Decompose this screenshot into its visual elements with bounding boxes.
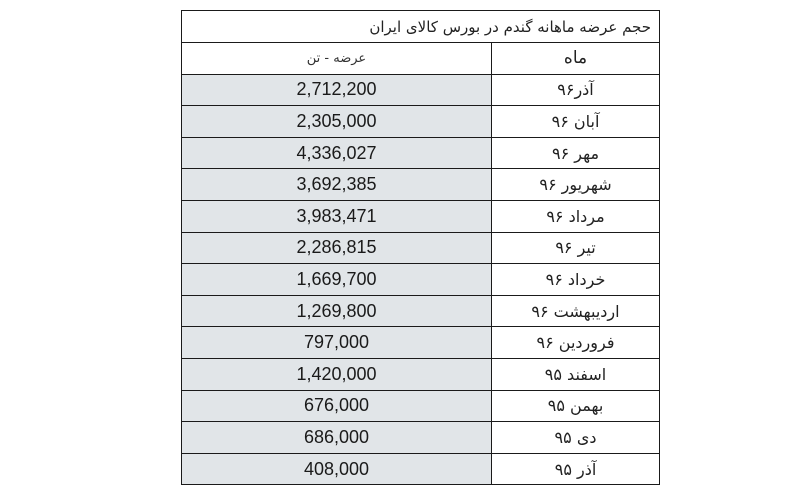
- table-row: [182, 390, 660, 422]
- supply-value: 3,692,385: [182, 169, 492, 201]
- table-row: [182, 453, 660, 485]
- table-title-row: [182, 11, 660, 43]
- supply-value: 676,000: [182, 390, 492, 422]
- table-row: [182, 327, 660, 359]
- table-row: [182, 106, 660, 138]
- supply-value: 1,269,800: [182, 295, 492, 327]
- month-label: دی ۹۵: [492, 422, 660, 454]
- month-label: خرداد ۹۶: [492, 264, 660, 296]
- supply-value: 408,000: [182, 453, 492, 485]
- supply-value: 4,336,027: [182, 137, 492, 169]
- table-row: [182, 358, 660, 390]
- supply-value: 2,712,200: [182, 74, 492, 106]
- supply-value: 3,983,471: [182, 200, 492, 232]
- table-row: [182, 137, 660, 169]
- header-month: ماه: [492, 43, 660, 75]
- month-label: آبان ۹۶: [492, 106, 660, 138]
- month-label: آذر۹۶: [492, 74, 660, 106]
- supply-value: 686,000: [182, 422, 492, 454]
- month-label: اردیبهشت ۹۶: [492, 295, 660, 327]
- month-label: اسفند ۹۵: [492, 358, 660, 390]
- wheat-supply-table: [181, 10, 660, 485]
- month-label: فروردین ۹۶: [492, 327, 660, 359]
- supply-value: 2,286,815: [182, 232, 492, 264]
- month-label: مهر ۹۶: [492, 137, 660, 169]
- table-row: [182, 232, 660, 264]
- table-header-row: [182, 43, 660, 75]
- month-label: مرداد ۹۶: [492, 200, 660, 232]
- month-label: آذر ۹۵: [492, 453, 660, 485]
- table-row: [182, 74, 660, 106]
- table-row: [182, 295, 660, 327]
- supply-value: 797,000: [182, 327, 492, 359]
- supply-value: 1,669,700: [182, 264, 492, 296]
- table-row: [182, 264, 660, 296]
- month-label: تیر ۹۶: [492, 232, 660, 264]
- month-label: بهمن ۹۵: [492, 390, 660, 422]
- table-row: [182, 200, 660, 232]
- supply-value: 2,305,000: [182, 106, 492, 138]
- table-title: حجم عرضه ماهانه گندم در بورس کالای ایران: [182, 11, 660, 43]
- table-row: [182, 169, 660, 201]
- month-label: شهریور ۹۶: [492, 169, 660, 201]
- supply-value: 1,420,000: [182, 358, 492, 390]
- header-supply-tons: عرضه - تن: [182, 43, 492, 75]
- table-row: [182, 422, 660, 454]
